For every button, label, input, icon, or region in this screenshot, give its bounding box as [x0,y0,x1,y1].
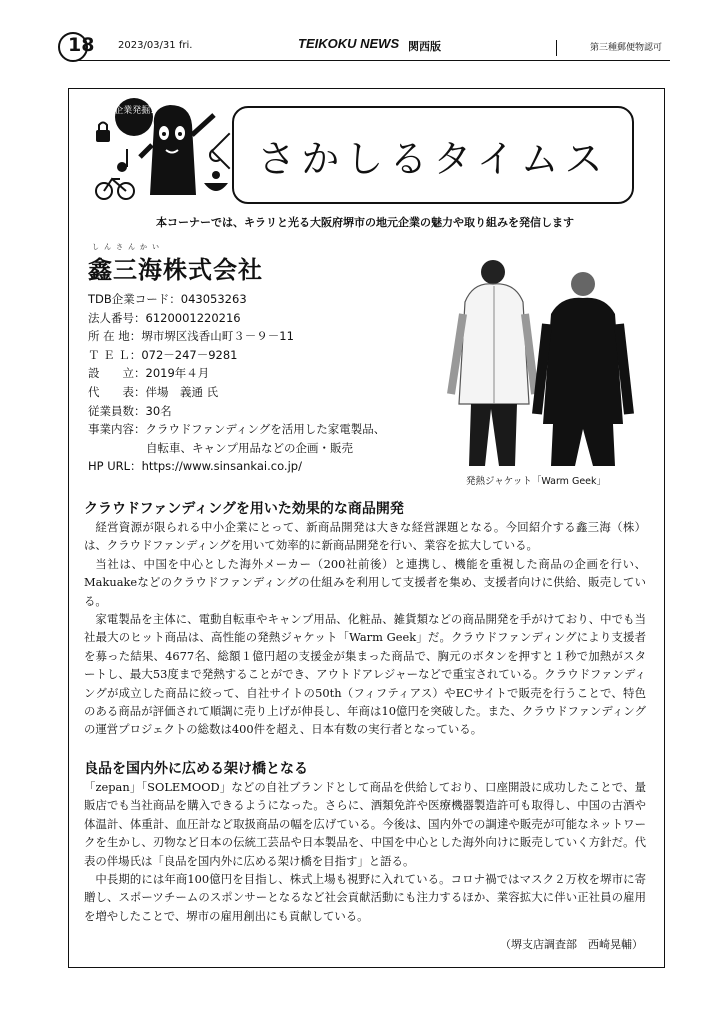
profile-key: 法人番号： [88,310,146,325]
profile-row [88,457,468,476]
section-heading: クラウドファンディングを用いた効果的な商品開発 [84,501,404,517]
profile-value: 072－247－9281 [141,347,238,362]
profile-row [88,439,468,458]
banner-title: さかしるタイムス [257,136,609,181]
profile-key [88,439,146,458]
product-photo [443,254,638,468]
photo-caption: 発熱ジャケット「Warm Geek」 [466,476,607,487]
profile-value: 043053263 [180,292,247,306]
section-body [84,778,646,925]
edition-label: 関西版 [408,40,441,53]
profile-row [88,420,468,439]
profile-row [88,290,468,309]
company-name: 鑫三海株式会社 [88,256,263,284]
profile-value: 30名 [145,403,172,418]
paragraph: 家電製品を主体に、電動自転車やキャンプ用品、化粧品、雑貨類などの商品開発を手がけており、中でも当社最大のヒット商品は、高性能の発熱ジャケット「Warm Geek」だ。クラウドファンディングにより支援者を募った結果、4677名、総額１億円超の支援金が集まった商品で、胸元のボタンを押すと１秒で加熱がスタートし、最大53度まで発熱することができ、アウトドアレジャーなどで重宝されている。クラウドファンディングが成立した商品に絞って、自社サイトの50th（フィフティアス）やECサイトで販売を行うことで、特色のある商品が評価されて順調に売り上げが伸長し、年商は10億円を突破した。また、クラウドファンディングの運営プロジェクトの総数は400件を超え、日本有数の実行者となっている。 [84,612,646,737]
lock-icon [96,130,110,142]
profile-value: 伴場 義通 氏 [145,384,219,399]
header-divider [556,40,557,56]
profile-key: Ｔ Ｅ Ｌ： [88,347,142,362]
postal-notice: 第三種郵便物認可 [589,43,662,53]
profile-key: TDB企業コード： [88,292,181,306]
profile-row [88,309,468,328]
music-note-icon [117,162,127,172]
paragraph: 中長期的には年商100億円を目指し、株式上場も視野に入れている。コロナ禍ではマスク２万枚を堺市に寄贈し、スポーツチームのスポンサーとなるなど社会貢献活動にも注力するほか、業容拡大に伴い正社員の雇用を増やしたことで、堺市の雇用創出にも貢献している。 [84,872,646,923]
section-heading: 良品を国内外に広める架け橋となる [84,761,308,777]
issue-date: 2023/03/31 fri. [118,40,193,51]
profile-row [88,364,468,383]
profile-value: 自転車、キャンプ用品などの企画・販売 [146,440,353,455]
paragraph: 経営資源が限られる中小企業にとって、新商品開発は大きな経営課題となる。今回紹介する鑫三海（株）は、クラウドファンディングを用いて効率的に新商品開発を行い、業容を拡大している。 [84,520,646,553]
page-number: 18 [68,34,95,56]
title-bubble [232,106,634,204]
profile-value: 堺市堺区浅香山町３－９－11 [141,329,294,344]
section-body [84,518,646,739]
profile-key: 事業内容： [88,422,146,437]
paragraph: 「zepan」「SOLEMOOD」などの自社ブランドとして商品を供給しており、口座開設に成功したことで、量販店でも当社商品を購入できるようになった。さらに、酒類免許や医療機器製造許可も取得し、中国の古酒や体温計、体重計、血圧計など取扱商品の幅を広げている。今後は、国内外での調達や販売が可能なネットワークを生かし、刃物など日本の伝統工芸品や日本製品を、中国を中心とした海外向けに販売していく方針だ。代表の伴場氏は「良品を国内外に広める架け橋を目指す」と語る。 [84,780,646,868]
pot-icon [204,183,228,191]
intro-text: 本コーナーでは、キラリと光る大阪府堺市の地元企業の魅力や取り組みを発信します [156,216,574,229]
profile-value: https://www.sinsankai.co.jp/ [141,459,302,474]
profile-key: 設 立： [88,366,146,381]
header-rule [70,60,670,61]
profile-value: クラウドファンディングを活用した家電製品、 [145,422,386,437]
profile-row [88,327,468,346]
company-ruby: しんさんかい [92,243,164,251]
profile-key: 従業員数： [88,403,146,418]
badge-circle-icon [115,98,153,136]
company-profile [88,290,468,476]
badge-text: 企業発掘! [114,106,154,116]
author-credit: （堺支店調査部 西崎晃輔） [500,938,643,951]
profile-key: 代 表： [88,384,146,399]
profile-row [88,383,468,402]
profile-key: 所 在 地： [88,329,142,344]
profile-key: HP URL： [88,459,142,474]
profile-row [88,402,468,421]
paragraph: 当社は、中国を中心とした海外メーカー（200社前後）と連携し、機能を重視した商品の企画を行い、Makuakeなどのクラウドファンディングの仕組みを利用して支援者を集め、支援者向けに供給、販売している。 [84,556,646,608]
profile-row [88,346,468,365]
profile-value: 2019年４月 [145,366,210,381]
profile-value: 6120001220216 [145,310,241,325]
page-header [58,34,668,56]
masthead: TEIKOKU NEWS [298,36,400,51]
